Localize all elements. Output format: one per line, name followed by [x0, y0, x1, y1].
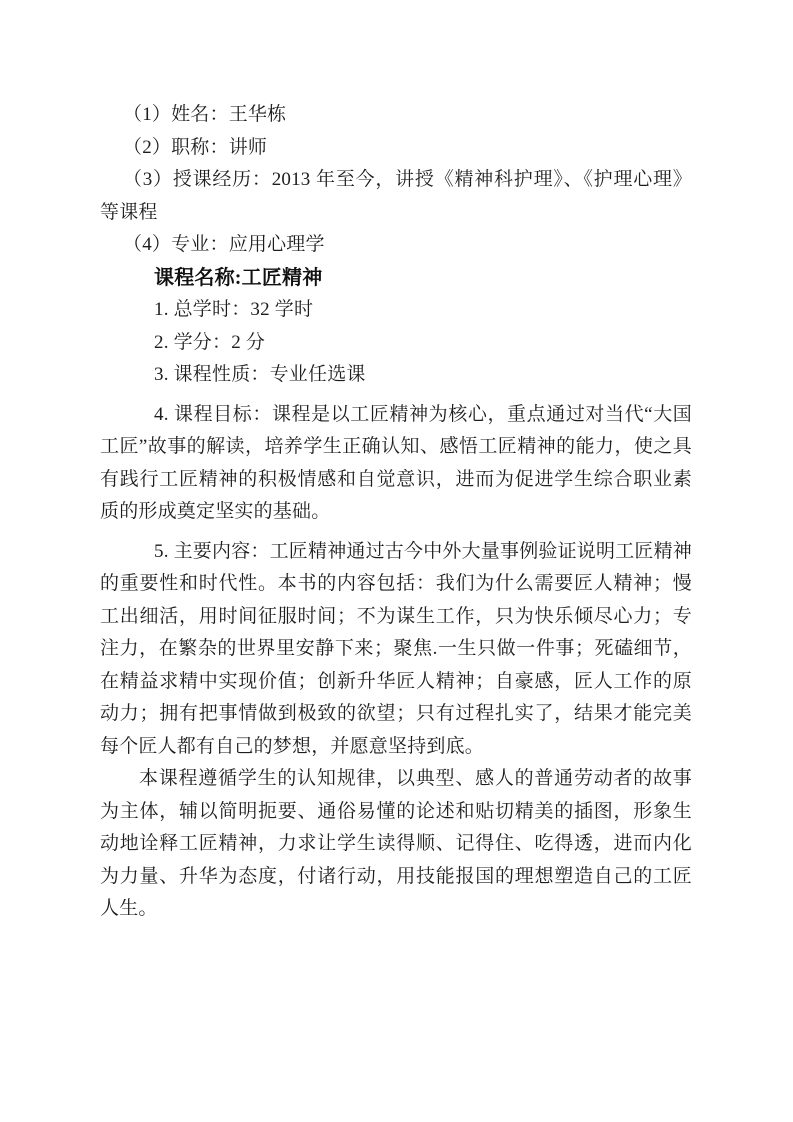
course-item-course-type: 3. 课程性质：专业任选课: [154, 364, 366, 385]
course-closing-paragraph: 本课程遵循学生的认知规律，以典型、感人的普通劳动者的故事为主体，辅以简明扼要、通俗易懂的论述和贴切精美的插图，形象生动地诠释工匠精神，力求让学生读得顺、记得住、吃得透，进而内化为力量、升华为态度，付诸行动，用技能报国的理想塑造自己的工匠人生。: [100, 768, 692, 919]
document-content: [100, 99, 692, 926]
teacher-info-major: （4）专业：应用心理学: [123, 234, 325, 255]
course-item-credits: 2. 学分：2 分: [154, 331, 266, 353]
teacher-info-title: （2）职称：讲师: [123, 136, 268, 158]
course-item-total-hours: 1. 总学时：32 学时: [154, 299, 314, 320]
teacher-info-experience: （3）授课经历：2013 年至今，讲授《精神科护理》、《护理心理》等课程: [100, 169, 692, 223]
course-item-main-content: 5. 主要内容：工匠精神通过古今中外大量事例验证说明工匠精神的重要性和时代性。本书的内容包括：我们为什么需要匠人精神；慢工出细活，用时间征服时间；不为谋生工作，只为快乐倾尽心力；专注力，在繁杂的世界里安静下来；聚焦.一生只做一件事；死磕细节，在精益求精中实现价值；创新升华匠人精神；自豪感，匠人工作的原动力；拥有把事情做到极致的欲望；只有过程扎实了，结果才能完美每个匠人都有自己的梦想，并愿意坚持到底。: [100, 540, 693, 757]
course-title-heading: 课程名称:工匠精神: [154, 266, 323, 289]
course-item-objectives: 4. 课程目标：课程是以工匠精神为核心，重点通过对当代“大国工匠”故事的解读，培养学生正确认知、感悟工匠精神的能力，使之具有践行工匠精神的积极情感和自觉意识，进而为促进学生综合职业素质的形成奠定坚实的基础。: [100, 403, 692, 522]
teacher-info-name: （1）姓名：王华栋: [123, 104, 287, 125]
